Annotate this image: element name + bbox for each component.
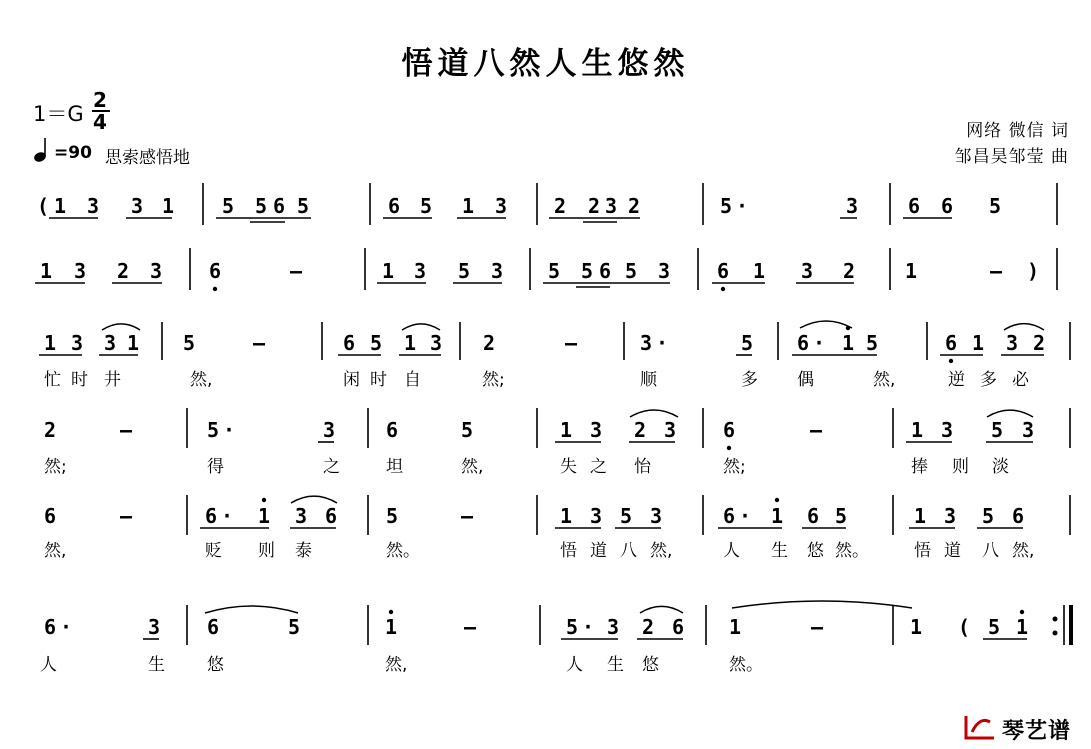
note: 6 bbox=[386, 418, 399, 442]
lyric: 多 bbox=[741, 370, 758, 390]
note: 3 bbox=[658, 259, 671, 283]
quarter-note-icon bbox=[33, 138, 47, 163]
lyric: 之 bbox=[590, 457, 607, 477]
note: 6 bbox=[207, 615, 220, 639]
note: – bbox=[120, 504, 133, 528]
lyric: 捧 bbox=[911, 457, 928, 477]
note: – bbox=[464, 615, 477, 639]
note: 5 bbox=[461, 418, 474, 442]
lyric: 得 bbox=[207, 457, 224, 477]
note: 5 bbox=[207, 418, 220, 442]
note: 5 bbox=[988, 615, 1001, 639]
note: 6 bbox=[599, 259, 612, 283]
note: 2 bbox=[628, 194, 641, 218]
time-sig-denominator: 4 bbox=[93, 110, 107, 134]
repeat-dot bbox=[1053, 617, 1058, 622]
lyric: 道 bbox=[590, 541, 607, 561]
slur bbox=[291, 496, 337, 503]
lyric: 悠 bbox=[807, 541, 824, 561]
lyric: 然, bbox=[385, 655, 408, 675]
lyric: 淡 bbox=[992, 457, 1009, 477]
lyric: 生 bbox=[771, 541, 788, 561]
note: 2 bbox=[554, 194, 567, 218]
note: 3 bbox=[295, 504, 308, 528]
lyric: 则 bbox=[258, 541, 275, 561]
lyric: 必 bbox=[1012, 370, 1029, 390]
slur bbox=[1004, 324, 1044, 330]
high-octave-dot bbox=[1020, 610, 1024, 614]
note: 1 bbox=[914, 504, 927, 528]
slur bbox=[205, 606, 298, 613]
lyric: 生 bbox=[148, 655, 165, 675]
note: 3 bbox=[1006, 331, 1019, 355]
note: 3 bbox=[430, 331, 443, 355]
note: 6 bbox=[44, 615, 57, 639]
note: 3 bbox=[87, 194, 100, 218]
note: 3 bbox=[590, 504, 603, 528]
notes-layer bbox=[37, 194, 1045, 675]
lyric: 八 bbox=[620, 541, 637, 561]
note: ( bbox=[37, 194, 50, 218]
repeat-dot bbox=[1053, 631, 1058, 636]
note: 1 bbox=[771, 504, 784, 528]
lyric: 人 bbox=[566, 655, 583, 675]
lyric: 悠 bbox=[207, 655, 224, 675]
note: – bbox=[990, 259, 1003, 283]
lyric: 闲 bbox=[343, 370, 360, 390]
lyric: 井 bbox=[104, 370, 121, 390]
lyric: 然; bbox=[44, 457, 67, 477]
tempo-mark: =90 bbox=[54, 143, 92, 163]
marks-layer bbox=[35, 183, 1071, 645]
note: 6 bbox=[672, 615, 685, 639]
mood-mark: 思索感悟地 bbox=[105, 148, 190, 168]
note: 1 bbox=[729, 615, 742, 639]
note: 3 bbox=[664, 418, 677, 442]
note: 1 bbox=[1016, 615, 1029, 639]
note: 5 bbox=[625, 259, 638, 283]
note: 1 bbox=[753, 259, 766, 283]
note: 1 bbox=[162, 194, 175, 218]
lyric: 偶 bbox=[797, 370, 814, 390]
note: 3 bbox=[323, 418, 336, 442]
lyricist-credit: 网络 微信 词 bbox=[966, 121, 1069, 141]
slur bbox=[102, 324, 140, 330]
note: 3 bbox=[495, 194, 508, 218]
note: 6 bbox=[807, 504, 820, 528]
lyric: 然。 bbox=[729, 655, 763, 675]
note: 3 bbox=[1022, 418, 1035, 442]
note: 2 bbox=[588, 194, 601, 218]
lyric: 八 bbox=[982, 541, 999, 561]
note: 1 bbox=[404, 331, 417, 355]
note: 6 bbox=[273, 194, 286, 218]
note: 2 bbox=[1033, 331, 1046, 355]
note: 5 bbox=[183, 331, 196, 355]
note: 1 bbox=[560, 418, 573, 442]
lyric: 然; bbox=[482, 370, 505, 390]
note: 3 bbox=[148, 615, 161, 639]
note: 5 bbox=[741, 331, 754, 355]
lyric: 失 bbox=[560, 457, 577, 477]
note: 6 bbox=[388, 194, 401, 218]
watermark-logo-icon bbox=[960, 712, 1000, 744]
note: 3 bbox=[150, 259, 163, 283]
note: 6 bbox=[209, 259, 222, 283]
note: 6 bbox=[717, 259, 730, 283]
slur bbox=[640, 606, 683, 613]
note: – bbox=[120, 418, 133, 442]
lyric: 然。 bbox=[386, 541, 420, 561]
lyric: 则 bbox=[952, 457, 969, 477]
note: – bbox=[810, 418, 823, 442]
note: 5 bbox=[548, 259, 561, 283]
note: 2 bbox=[44, 418, 57, 442]
note: 3 bbox=[104, 331, 117, 355]
note: 3 bbox=[491, 259, 504, 283]
watermark bbox=[960, 712, 1080, 744]
composer-credit: 邹昌昊邹莹 曲 bbox=[954, 147, 1069, 167]
time-sig-numerator: 2 bbox=[93, 88, 107, 112]
note: 1 bbox=[910, 615, 923, 639]
lyric: 然, bbox=[1012, 541, 1035, 561]
lyric: 时 bbox=[370, 370, 387, 390]
note: 6 bbox=[1012, 504, 1025, 528]
note: 1 bbox=[462, 194, 475, 218]
lyric: 顺 bbox=[640, 370, 657, 390]
lyric: 然。 bbox=[835, 541, 869, 561]
note: 3 bbox=[71, 331, 84, 355]
lyric: 悠 bbox=[642, 655, 659, 675]
lyric: 贬 bbox=[205, 541, 222, 561]
note: 5 bbox=[458, 259, 471, 283]
watermark-text: 琴艺谱 bbox=[1002, 719, 1072, 744]
note: 5 bbox=[222, 194, 235, 218]
note: 1 bbox=[40, 259, 53, 283]
note: 5 bbox=[386, 504, 399, 528]
note: – bbox=[811, 615, 824, 639]
note: 5 bbox=[288, 615, 301, 639]
lyric: 人 bbox=[723, 541, 740, 561]
note: 3 bbox=[640, 331, 653, 355]
note: 5 bbox=[566, 615, 579, 639]
note: 3 bbox=[944, 504, 957, 528]
lyric: 道 bbox=[944, 541, 961, 561]
note: 1 bbox=[905, 259, 918, 283]
note: ( bbox=[958, 615, 971, 639]
note: 6 bbox=[205, 504, 218, 528]
note: 1 bbox=[972, 331, 985, 355]
note: 1 bbox=[382, 259, 395, 283]
note: – bbox=[565, 331, 578, 355]
slur bbox=[630, 410, 678, 417]
note: 1 bbox=[842, 331, 855, 355]
note: · bbox=[60, 615, 73, 639]
lyric: 逆 bbox=[948, 370, 965, 390]
note: 5 bbox=[991, 418, 1004, 442]
note: · bbox=[813, 331, 826, 355]
lyric: 悟 bbox=[914, 541, 931, 561]
high-octave-dot bbox=[775, 498, 779, 502]
note: 3 bbox=[414, 259, 427, 283]
low-octave-dot bbox=[721, 287, 725, 291]
low-octave-dot bbox=[213, 287, 217, 291]
lyric: 然; bbox=[723, 457, 746, 477]
slur bbox=[732, 601, 912, 608]
note: 2 bbox=[117, 259, 130, 283]
slur bbox=[987, 410, 1033, 417]
note: 3 bbox=[605, 194, 618, 218]
note: 5 bbox=[835, 504, 848, 528]
note: 2 bbox=[483, 331, 496, 355]
lyric: 多 bbox=[980, 370, 997, 390]
note: 2 bbox=[642, 615, 655, 639]
lyric: 然, bbox=[190, 370, 213, 390]
note: 1 bbox=[44, 331, 57, 355]
low-octave-dot bbox=[949, 359, 953, 363]
note: 5 bbox=[866, 331, 879, 355]
note: 6 bbox=[343, 331, 356, 355]
lyric: 泰 bbox=[295, 541, 312, 561]
lyric: 人 bbox=[40, 655, 57, 675]
note: · bbox=[223, 418, 236, 442]
note: – bbox=[461, 504, 474, 528]
note: 6 bbox=[945, 331, 958, 355]
note: 1 bbox=[127, 331, 140, 355]
note: 3 bbox=[846, 194, 859, 218]
note: · bbox=[582, 615, 595, 639]
note: · bbox=[656, 331, 669, 355]
note: 2 bbox=[634, 418, 647, 442]
note: 5 bbox=[620, 504, 633, 528]
lyric: 怡 bbox=[634, 457, 651, 477]
note: 3 bbox=[74, 259, 87, 283]
lyric: 生 bbox=[607, 655, 624, 675]
note: 5 bbox=[989, 194, 1002, 218]
note: 1 bbox=[258, 504, 271, 528]
key-label: 1＝G bbox=[33, 102, 84, 126]
high-octave-dot bbox=[262, 498, 266, 502]
note: 1 bbox=[911, 418, 924, 442]
lyric: 悟 bbox=[560, 541, 577, 561]
lyric: 自 bbox=[404, 370, 421, 390]
note: 3 bbox=[131, 194, 144, 218]
note: 6 bbox=[325, 504, 338, 528]
note: 3 bbox=[801, 259, 814, 283]
note: 5 bbox=[420, 194, 433, 218]
lyric: 时 bbox=[71, 370, 88, 390]
lyric: 然, bbox=[44, 541, 67, 561]
note: · bbox=[736, 194, 749, 218]
note: 1 bbox=[560, 504, 573, 528]
note: ) bbox=[1027, 259, 1040, 283]
note: 5 bbox=[370, 331, 383, 355]
note: 6 bbox=[941, 194, 954, 218]
slur bbox=[800, 321, 852, 328]
lyric: 坦 bbox=[386, 457, 403, 477]
note: 1 bbox=[54, 194, 67, 218]
note: 3 bbox=[650, 504, 663, 528]
note: 1 bbox=[385, 615, 398, 639]
page-title: 悟道八然人生悠然 bbox=[401, 46, 690, 82]
low-octave-dot bbox=[727, 446, 731, 450]
lyric: 忙 bbox=[44, 370, 61, 390]
note: – bbox=[253, 331, 266, 355]
high-octave-dot bbox=[389, 610, 393, 614]
note: · bbox=[739, 504, 752, 528]
note: · bbox=[221, 504, 234, 528]
note: 3 bbox=[590, 418, 603, 442]
note: 6 bbox=[44, 504, 57, 528]
note: 6 bbox=[908, 194, 921, 218]
note: 3 bbox=[607, 615, 620, 639]
note: 5 bbox=[581, 259, 594, 283]
note: 6 bbox=[723, 418, 736, 442]
note: 3 bbox=[941, 418, 954, 442]
note: 6 bbox=[797, 331, 810, 355]
lyric: 之 bbox=[323, 457, 340, 477]
note: 5 bbox=[982, 504, 995, 528]
lyric: 然, bbox=[650, 541, 673, 561]
lyric: 然, bbox=[461, 457, 484, 477]
slur bbox=[402, 324, 440, 330]
note: 6 bbox=[723, 504, 736, 528]
note: 5 bbox=[720, 194, 733, 218]
lyric: 然, bbox=[873, 370, 896, 390]
note: 2 bbox=[843, 259, 856, 283]
note: 5 bbox=[255, 194, 268, 218]
note: 5 bbox=[297, 194, 310, 218]
note: – bbox=[290, 259, 303, 283]
